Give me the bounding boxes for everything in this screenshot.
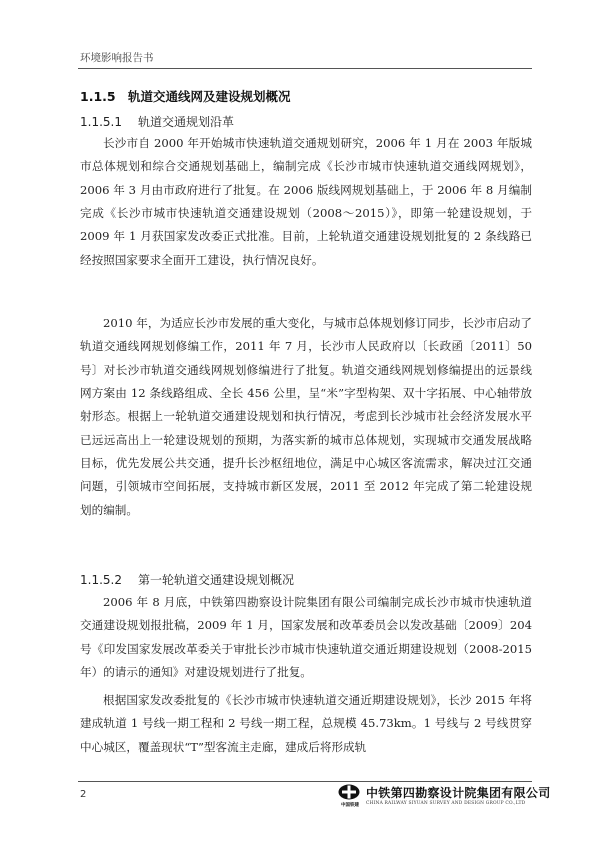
subsection-title: 轨道交通规划沿革 <box>138 115 235 129</box>
subsection-heading <box>80 113 234 130</box>
page-number: 2 <box>80 789 87 800</box>
section-heading <box>80 87 291 105</box>
header-title: 环境影响报告书 <box>80 52 154 64</box>
subsection-heading <box>80 571 294 588</box>
section-number: 1.1.5 <box>80 89 116 104</box>
paragraph: 2006 年 8 月底，中铁第四勘察设计院集团有限公司编制完成长沙市城市快速轨道交通建设规划报批稿，2009 年 1 月，国家发展和改革委员会以发改基础〔2009〕204 号《印发国家发展改革委关于审批长沙市城市快速轨道交通近期建设规划（2008-2015 年）的请示的通知》对建设规划进行了批复。 <box>80 595 532 680</box>
subsection-title: 第一轮轨道交通建设规划概况 <box>138 573 295 587</box>
logo-mark-text: 中国铁建 <box>341 803 359 808</box>
section-title: 轨道交通线网及建设规划概况 <box>128 89 291 104</box>
paragraph: 根据国家发改委批复的《长沙市城市快速轨道交通近期建设规划》，长沙 2015 年将建成轨道 1 号线一期工程和 2 号线一期工程，总规模 45.73km。1 号线与 2 号线贯穿中心城区，覆盖现状“T”型客流主走廊，建成后将形成轨 <box>80 693 532 754</box>
company-logo <box>338 784 551 814</box>
paragraph: 2010 年，为适应长沙市发展的重大变化，与城市总体规划修订同步，长沙市启动了轨道交通线网规划修编工作，2011 年 7 月，长沙市人民政府以〔长政函〔2011〕50 号〕对长沙市轨道交通线网规划修编进行了批复。轨道交通线网规划修编提出的远景线网方案由 12 条线路组成、全长 456 公里，呈“米”字型构架、双十字拓展、中心轴带放射形态。根据上一轮轨道交通建设规划和执行情况，考虑到长沙城市社会经济发展水平已远远高出上一轮建设规划的预期，为落实新的城市总体规划，实现城市交通发展战略目标，优先发展公共交通，提升长沙枢纽地位，满足中心城区客流需求，解决过江交通问题，引领城市空间拓展，支持城市新区发展，2011 至 2012 年完成了第二轮建设规划的编制。 <box>80 316 532 517</box>
crcc-logo-icon <box>338 784 360 800</box>
company-name: 中铁第四勘察设计院集团有限公司 <box>366 786 551 800</box>
subsection-number: 1.1.5.1 <box>80 115 122 129</box>
paragraph: 长沙市自 2000 年开始城市快速轨道交通规划研究，2006 年 1 月在 2003 年版城市总体规划和综合交通规划基础上，编制完成《长沙市城市快速轨道交通线网规划》，2006 年 3 月由市政府进行了批复。在 2006 版线网规划基础上，于 2006 年 8 月编制完成《长沙市城市快速轨道交通建设规划（2008～2015）》，即第一轮建设规划，于 2009 年 1 月获国家发改委正式批准。目前，上轮轨道交通建设规划批复的 2 条线路已经按照国家要求全面开工建设，执行情况良好。 <box>80 136 532 267</box>
company-name-en: CHINA RAILWAY SIYUAN SURVEY AND DESIGN GROUP CO.,LTD <box>366 801 526 806</box>
subsection-number: 1.1.5.2 <box>80 573 122 587</box>
header-divider <box>78 68 532 69</box>
footer-divider <box>78 781 532 782</box>
